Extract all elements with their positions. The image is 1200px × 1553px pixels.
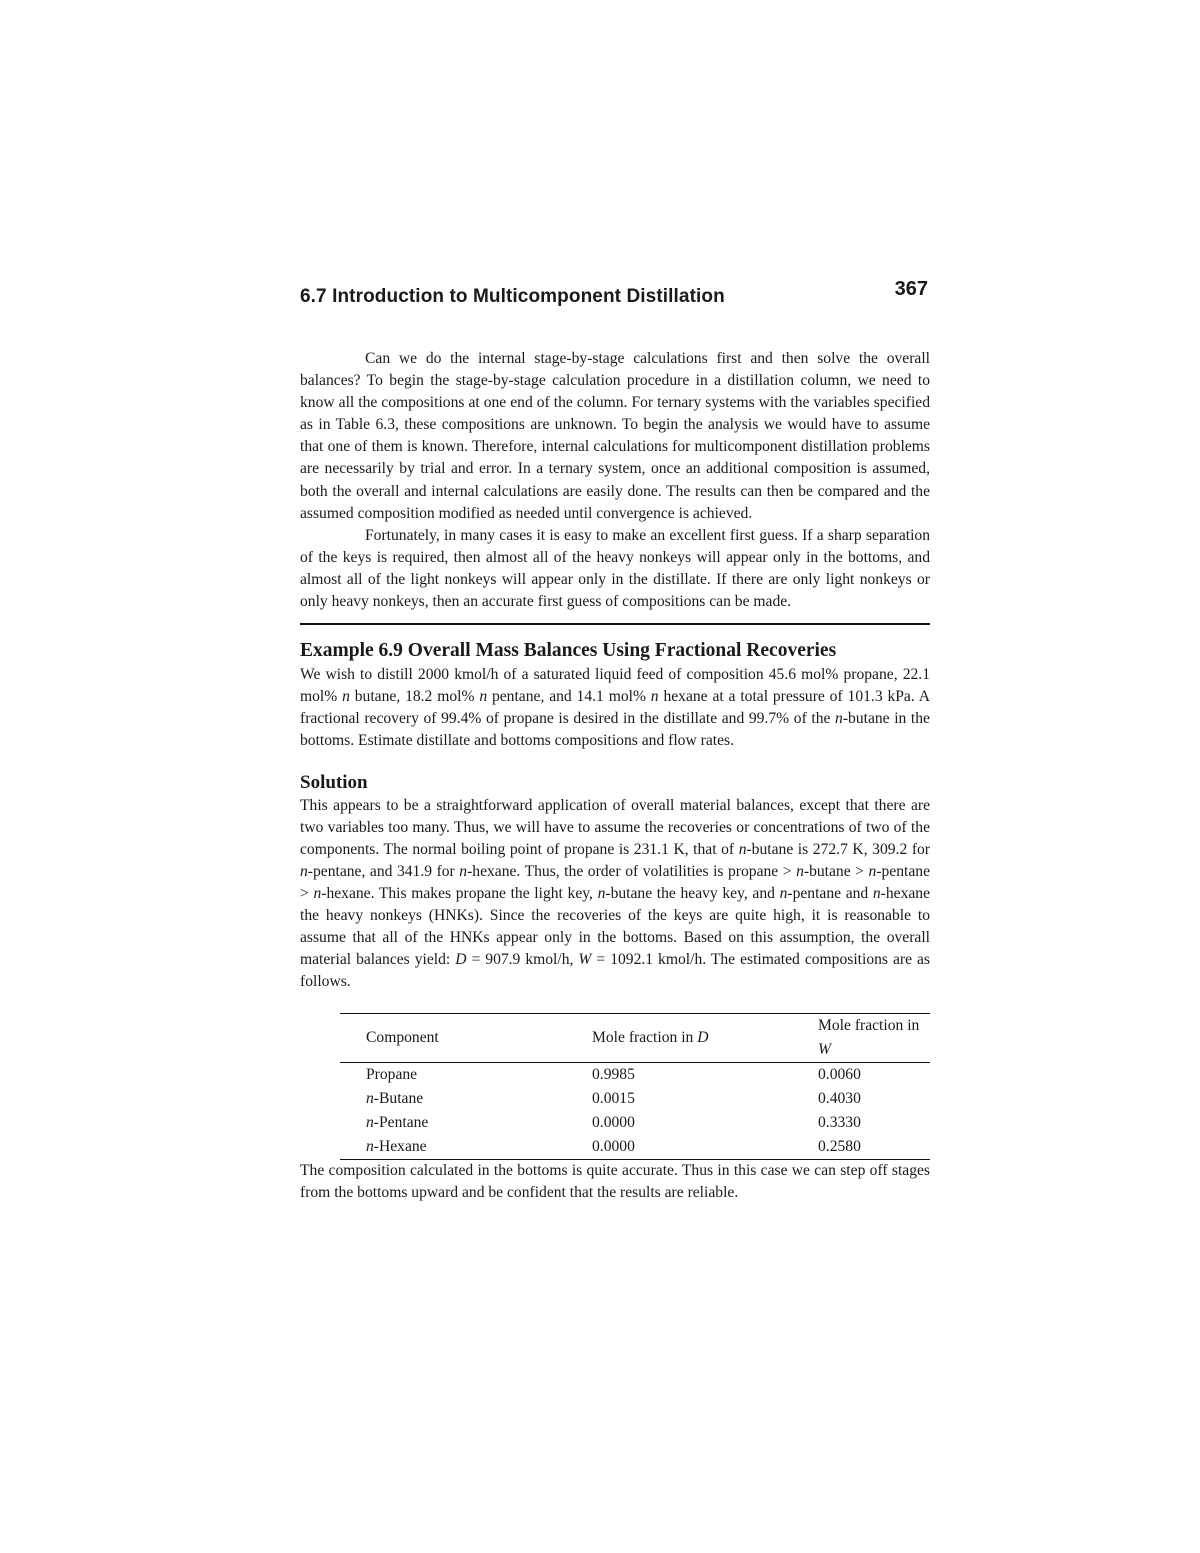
table-row [340, 1063, 930, 1088]
example-divider [300, 623, 930, 625]
column-header-mole-fraction-w: Mole fraction in W [792, 1014, 930, 1063]
component-cell: n-Hexane [340, 1135, 566, 1160]
solution-paragraph: This appears to be a straightforward application of overall material balances, except that there are two variables too many. Thus, we will have to assume the recoveries or concentrations of two of the components. The normal boiling point of propane is 231.1 K, that of n-butane is 272.7 K, 309.2 for n-pentane, and 341.9 for n-hexane. Thus, the order of volatilities is propane > n-butane > n-pentane > n-hexane. This makes propane the light key, n-butane the heavy key, and n-pentane and n-hexane the heavy nonkeys (HNKs). Since the recoveries of the keys are quite high, it is reasonable to assume that all of the HNKs appear only in the bottoms. Based on this assumption, the overall material balances yield: D = 907.9 kmol/h, W = 1092.1 kmol/h. The estimated compositions are as follows. [300, 796, 931, 991]
xw-cell: 0.4030 [818, 1090, 861, 1108]
component-cell: Propane [366, 1066, 418, 1084]
component-cell: n-Pentane [366, 1114, 429, 1132]
xw-cell: 0.0060 [818, 1066, 861, 1084]
composition-table [340, 1013, 930, 1160]
xd-cell: 0.0000 [592, 1114, 635, 1132]
xw-cell: 0.2580 [792, 1135, 930, 1160]
solution-heading: Solution [300, 771, 368, 793]
column-header-mole-fraction-d: Mole fraction in D [566, 1014, 792, 1063]
component-cell: n-Butane [366, 1090, 424, 1108]
xd-cell: 0.9985 [592, 1066, 635, 1084]
running-head [300, 276, 930, 316]
table-header-row [340, 1014, 930, 1063]
xd-cell: 0.0015 [592, 1090, 635, 1108]
table-row [340, 1111, 930, 1135]
problem-statement: We wish to distill 2000 kmol/h of a saturated liquid feed of composition 45.6 mol% propane, 22.1 mol% n butane, 18.2 mol% n pentane, and 14.1 mol% n hexane at a total pressure of 101.3 kPa. A fractional recovery of 99.4% of propane is desired in the distillate and 99.7% of the n-butane in the bottoms. Estimate distillate and bottoms compositions and flow rates. [300, 666, 930, 750]
xw-cell: 0.3330 [818, 1114, 861, 1132]
section-heading: 6.7 Introduction to Multicomponent Distillation [300, 286, 725, 307]
intro-section [300, 348, 930, 613]
book-page [300, 276, 930, 1205]
page-number: 367 [894, 278, 928, 300]
column-header-component: Component [340, 1014, 566, 1063]
intro-paragraph: Fortunately, in many cases it is easy to make an excellent first guess. If a sharp separation of the keys is required, then almost all of the heavy nonkeys will appear only in the bottoms, and almost all of the light nonkeys will appear only in the distillate. If there are only light nonkeys or only heavy nonkeys, then an accurate first guess of compositions can be made. [300, 526, 930, 611]
table-row [340, 1135, 930, 1160]
example-title: Example 6.9 Overall Mass Balances Using Fractional Recoveries [300, 640, 837, 662]
xd-cell: 0.0000 [566, 1135, 792, 1160]
table-row [340, 1087, 930, 1111]
intro-paragraph: Can we do the internal stage-by-stage calculations first and then solve the overall balances? To begin the stage-by-stage calculation procedure in a distillation column, we need to know all the compositions at one end of the column. For ternary systems with the variables specified as in Table 6.3, these compositions are unknown. To begin the analysis we would have to assume that one of them is known. Therefore, internal calculations for multicomponent distillation problems are necessarily by trial and error. In a ternary system, once an additional composition is assumed, both the overall and internal calculations are easily done. The results can then be compared and the assumed composition modified as needed until convergence is achieved. [300, 350, 930, 522]
closing-paragraph: The composition calculated in the bottoms is quite accurate. Thus in this case we can step off stages from the bottoms upward and be confident that the results are reliable. [300, 1162, 930, 1202]
